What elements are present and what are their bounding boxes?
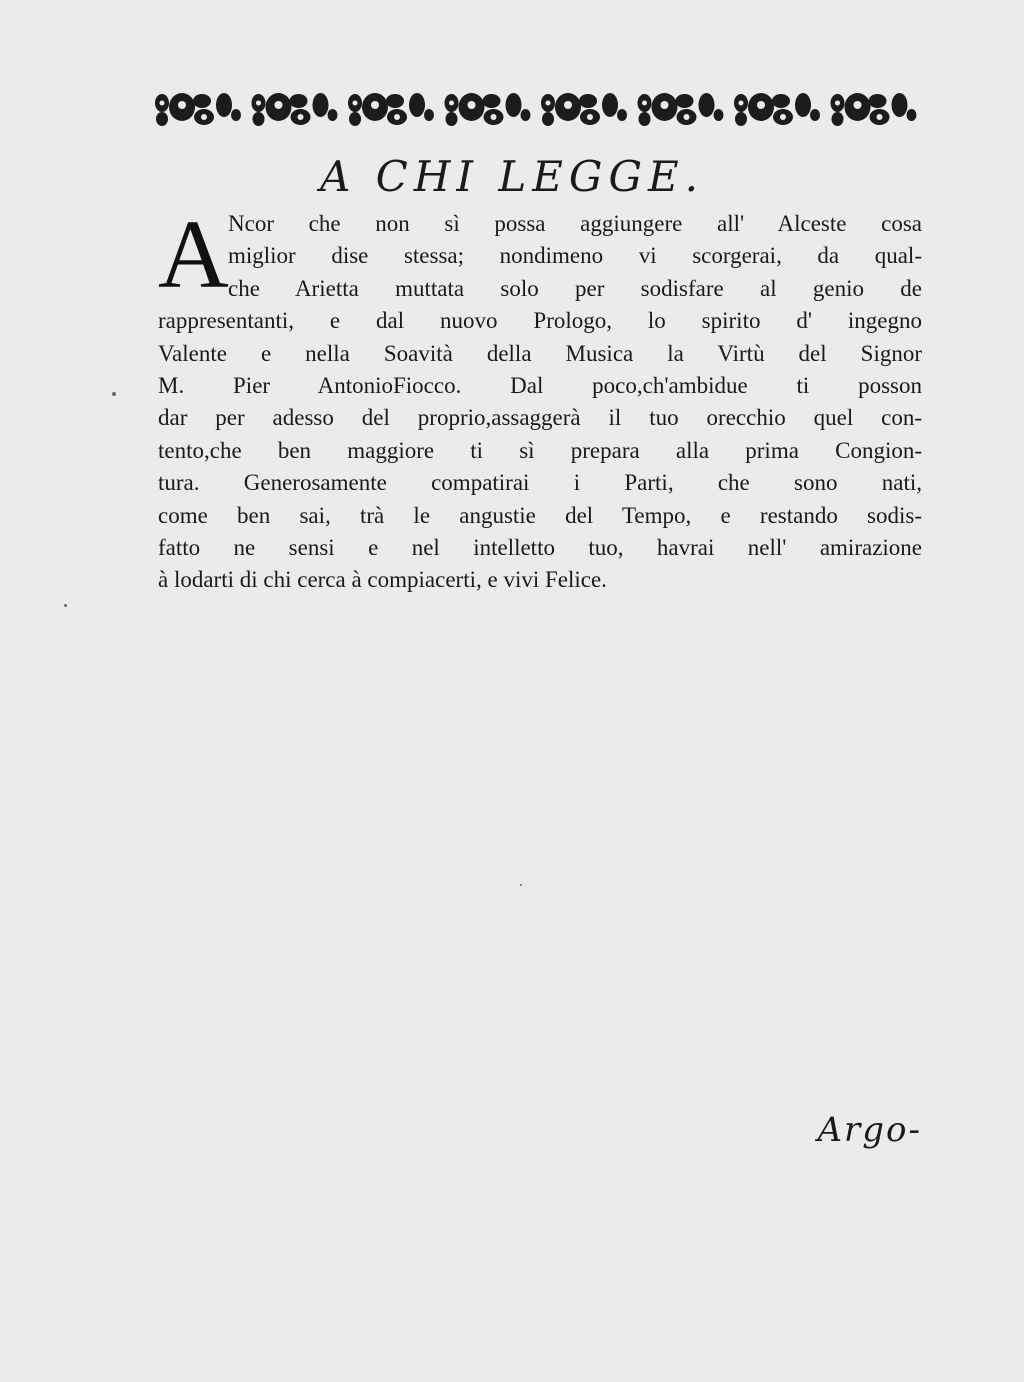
ornament-petal [907,109,917,121]
margin-speck [64,604,67,607]
ornament-petal [832,112,844,126]
text-line: Valente e nella Soavità della Musica la Virtù del Signor [158,340,922,366]
ornament-hole [449,101,454,106]
text-line: rappresentanti, e dal nuovo Prologo, lo spirito d' ingegno [158,308,922,334]
ornament-hole [275,101,283,109]
ornament-petal [772,94,790,108]
ornament-hole [178,101,186,109]
text-line: come ben sai, trà le angustie del Tempo, e restando sodis- [158,502,922,528]
ornament-hole [491,114,497,120]
ornament-petal [617,109,627,121]
ornament-petal [313,93,329,117]
ornament-petal [253,112,265,126]
ornament-hole [468,101,476,109]
ornament-hole [684,114,690,120]
ornament-petal [216,93,232,117]
ornament-petal [869,94,887,108]
ornament-petal [810,109,820,121]
ornament-hole [661,101,669,109]
ornament-petal [542,112,554,126]
catchword: Argo- [817,1110,922,1150]
ornament-petal [579,94,597,108]
ornament-hole [642,101,647,106]
floral-headpiece-icon [148,78,920,140]
drop-cap: A [158,201,229,309]
ornament-hole [371,101,379,109]
text-line: miglior dise stessa; nondimeno vi scorgerai, da qual- [228,243,922,269]
text-line: à lodarti di chi cerca à compiacerti, e vivi Felice. [158,567,607,593]
ornament-hole [353,101,358,106]
ornament-hole [757,101,765,109]
text-line: M. Pier AntonioFiocco. Dal poco,ch'ambidue ti posson [158,372,922,398]
ornament-hole [201,114,207,120]
text-line: tento,che ben maggiore ti sì prepara alla prima Congion- [158,437,922,463]
ornament-hole [546,101,551,106]
ornament-hole [780,114,786,120]
text-line: tura. Generosamente compatirai i Parti, che sono nati, [158,470,922,496]
ornament-petal [602,93,618,117]
text-line: che Arietta muttata solo per sodisfare al genio de [228,275,922,301]
ornament-petal [424,109,434,121]
margin-speck [520,884,522,886]
ornament-hole [394,114,400,120]
ornament-petal [231,109,241,121]
text-line: dar per adesso del proprio,assaggerà il tuo orecchio quel con- [158,405,922,431]
preface-text [158,201,922,597]
ornament-petal [349,112,361,126]
ornament-hole [739,101,744,106]
ornament-hole [256,101,261,106]
ornament-petal [506,93,522,117]
ornament-petal [639,112,651,126]
ornament-petal [156,112,168,126]
ornament-petal [735,112,747,126]
ornament-petal [483,94,501,108]
text-line: Ncor che non sì possa aggiungere all' Alceste cosa [228,211,922,236]
page-title: A CHI LEGGE. [319,152,705,201]
ornament-petal [676,94,694,108]
ornament-petal [714,109,724,121]
ornament-petal [892,93,908,117]
ornament-petal [446,112,458,126]
ornament-petal [521,109,531,121]
ornament-hole [877,114,883,120]
ornament-hole [587,114,593,120]
ornament-petal [699,93,715,117]
ornament-petal [386,94,404,108]
ornament-petal [795,93,811,117]
ornament-petal [193,94,211,108]
ornament-petal [290,94,308,108]
text-line: fatto ne sensi e nel intelletto tuo, havrai nell' amirazione [158,534,922,560]
ornament-hole [835,101,840,106]
ornament-petal [328,109,338,121]
ornament-hole [160,101,165,106]
ornament-petal [409,93,425,117]
ornament-hole [298,114,304,120]
ornament-hole [564,101,572,109]
margin-speck [112,392,116,396]
ornament-hole [854,101,862,109]
